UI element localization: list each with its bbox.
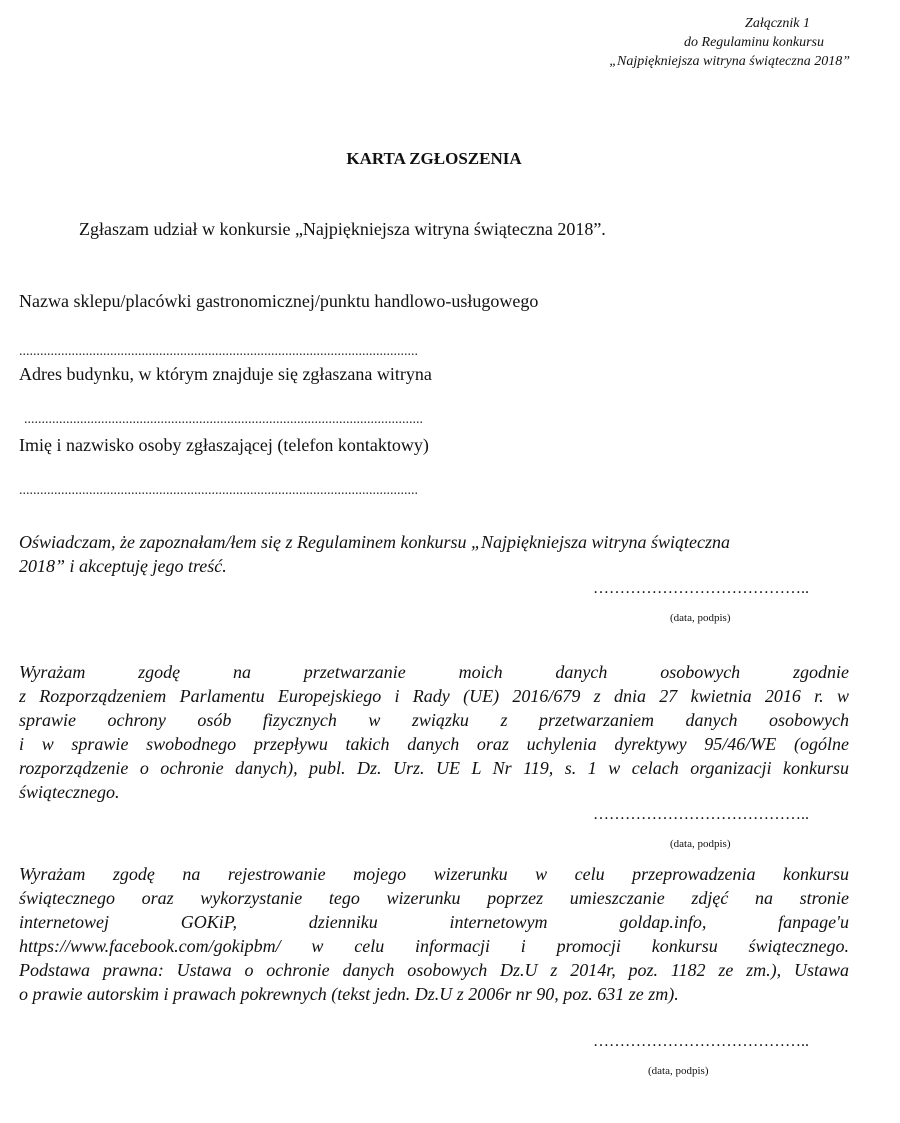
signature-caption-1: (data, podpis) (670, 612, 731, 624)
address-label: Adres budynku, w którym znajduje się zgłaszana witryna (19, 364, 432, 384)
form-title: KARTA ZGŁOSZENIA (346, 149, 522, 168)
signature-line-1[interactable]: ………………………………….. (593, 580, 809, 597)
person-field[interactable]: .................................................................................................................. (19, 483, 418, 498)
attachment-contest-name: „Najpiękniejsza witryna świąteczna 2018” (609, 54, 850, 69)
person-label: Imię i nazwisko osoby zgłaszającej (telefon kontaktowy) (19, 435, 429, 455)
consent-data-line: rozporządzenie o ochronie danych), publ. Dz. Urz. UE L Nr 119, s. 1 w celach organizacji konkursu (19, 758, 849, 778)
shop-name-label: Nazwa sklepu/placówki gastronomicznej/punktu handlowo-usługowego (19, 291, 539, 311)
declaration-line: 2018” i akceptuję jego treść. (19, 556, 227, 576)
signature-caption-2: (data, podpis) (670, 838, 731, 850)
consent-data-line: z Rozporządzeniem Parlamentu Europejskiego i Rady (UE) 2016/679 z dnia 27 kwietnia 2016 r. w (19, 686, 849, 706)
consent-image-line: internetowej GOKiP, dzienniku internetowym goldap.info, fanpage'u (19, 912, 849, 932)
attachment-regulation: do Regulaminu konkursu (684, 35, 824, 50)
shop-name-field[interactable]: .................................................................................................................. (19, 344, 418, 359)
consent-data-line: świątecznego. (19, 782, 120, 802)
address-field[interactable]: .................................................................................................................. (24, 412, 423, 427)
image-consent (19, 862, 849, 1006)
signature-line-2[interactable]: ………………………………….. (593, 806, 809, 823)
consent-data-line: sprawie ochrony osób fizycznych w związku z przetwarzaniem danych osobowych (19, 710, 849, 730)
data-processing-consent (19, 660, 849, 804)
consent-image-line: świątecznego oraz wykorzystanie tego wizerunku poprzez umieszczanie zdjęć na stronie (19, 888, 849, 908)
signature-caption-3: (data, podpis) (648, 1065, 709, 1077)
intro-statement: Zgłaszam udział w konkursie „Najpiękniejsza witryna świąteczna 2018”. (79, 219, 606, 239)
consent-image-line: o prawie autorskim i prawach pokrewnych (tekst jedn. Dz.U z 2006r nr 90, poz. 631 ze zm). (19, 984, 679, 1004)
consent-image-line: https://www.facebook.com/gokipbm/ w celu informacji i promocji konkursu świątecznego. (19, 936, 849, 956)
regulation-declaration (19, 530, 849, 578)
consent-image-line: Wyrażam zgodę na rejestrowanie mojego wizerunku w celu przeprowadzenia konkursu (19, 864, 849, 884)
consent-image-line: Podstawa prawna: Ustawa o ochronie danych osobowych Dz.U z 2014r, poz. 1182 ze zm.), Ustawa (19, 960, 849, 980)
attachment-note (490, 14, 850, 71)
signature-line-3[interactable]: ………………………………….. (593, 1033, 809, 1050)
consent-data-line: Wyrażam zgodę na przetwarzanie moich danych osobowych zgodnie (19, 662, 849, 682)
consent-data-line: i w sprawie swobodnego przepływu takich danych oraz uchylenia dyrektywy 95/46/WE (ogólne (19, 734, 849, 754)
attachment-number: Załącznik 1 (745, 16, 810, 31)
declaration-line: Oświadczam, że zapoznałam/łem się z Regulaminem konkursu „Najpiękniejsza witryna świąteczna (19, 532, 730, 552)
